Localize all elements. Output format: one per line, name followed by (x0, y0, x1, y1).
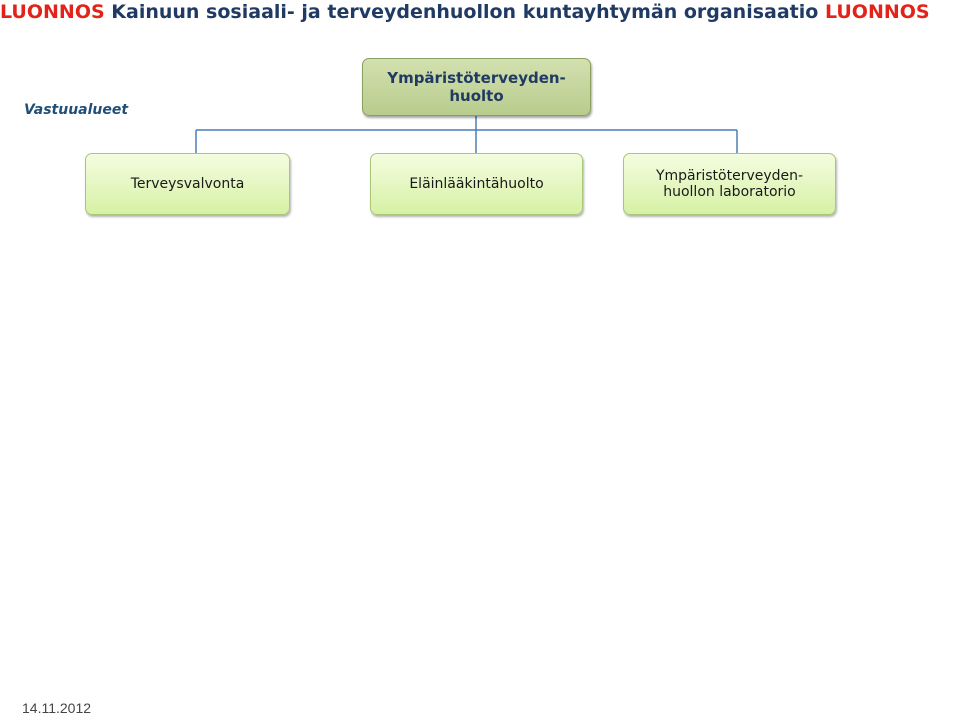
title-text: Kainuun sosiaali- ja terveydenhuollon kuntayhtymän organisaatio (111, 1, 825, 23)
org-node-root-label: Ympäristöterveyden-huolto (387, 69, 566, 105)
draft-marker-left: LUONNOS (0, 1, 105, 23)
org-node-child-2 (370, 153, 583, 215)
footer-date: 14.11.2012 (22, 700, 92, 716)
org-node-child-1-label: Terveysvalvonta (130, 175, 245, 192)
org-node-child-3 (623, 153, 836, 215)
org-node-root (362, 58, 591, 116)
draft-marker-right: LUONNOS (824, 1, 930, 23)
org-node-child-1 (85, 153, 290, 215)
org-node-child-3-label: Ympäristöterveyden-huollon laboratorio (655, 168, 804, 200)
responsibility-areas-label: Vastuualueet (24, 102, 129, 118)
org-node-child-2-label: Eläinlääkintähuolto (409, 175, 544, 192)
